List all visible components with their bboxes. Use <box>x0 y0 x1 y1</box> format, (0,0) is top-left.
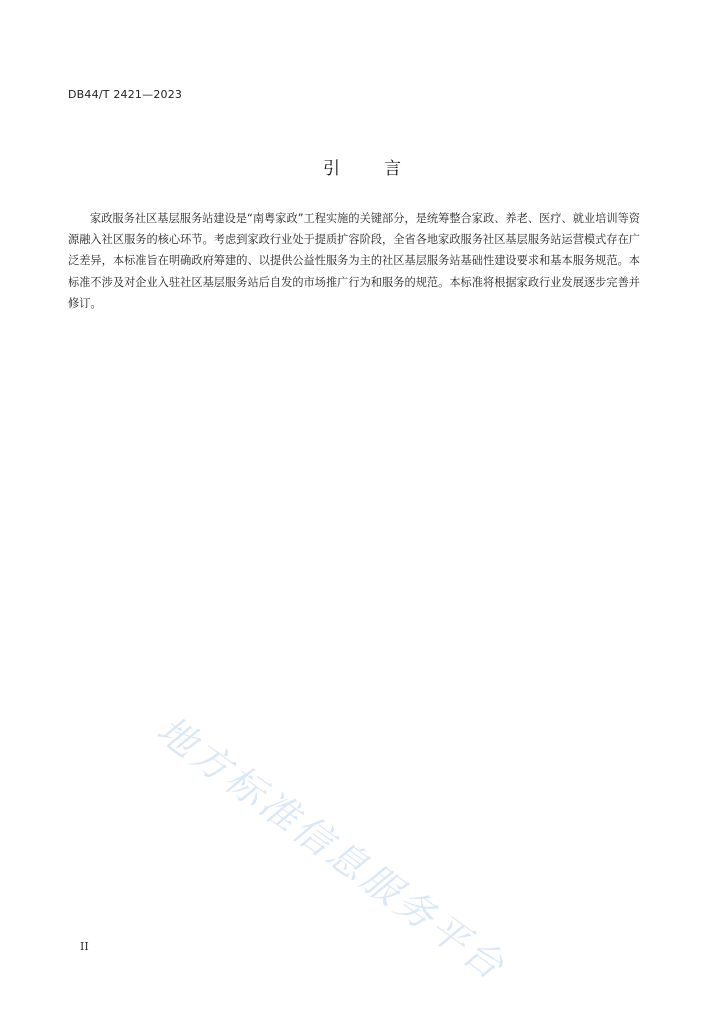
intro-paragraph: 家政服务社区基层服务站建设是“南粤家政”工程实施的关键部分，是统筹整合家政、养老、医疗、就业培训等资源融入社区服务的核心环节。考虑到家政行业处于提质扩容阶段，全省各地家政服务社区基层服务站运营模式存在广泛差异，本标准旨在明确政府筹建的、以提供公益性服务为主的社区基层服务站基础性建设要求和基本服务规范。本标准不涉及对企业入驻社区基层服务站后自发的市场推广行为和服务的规范。本标准将根据家政行业发展逐步完善并修订。 <box>68 212 640 310</box>
watermark: 地方标准信息服务平台 <box>148 707 515 990</box>
section-title: 引言 <box>323 159 445 179</box>
standard-code: DB44/T 2421—2023 <box>68 88 183 101</box>
page-number: II <box>80 940 89 953</box>
